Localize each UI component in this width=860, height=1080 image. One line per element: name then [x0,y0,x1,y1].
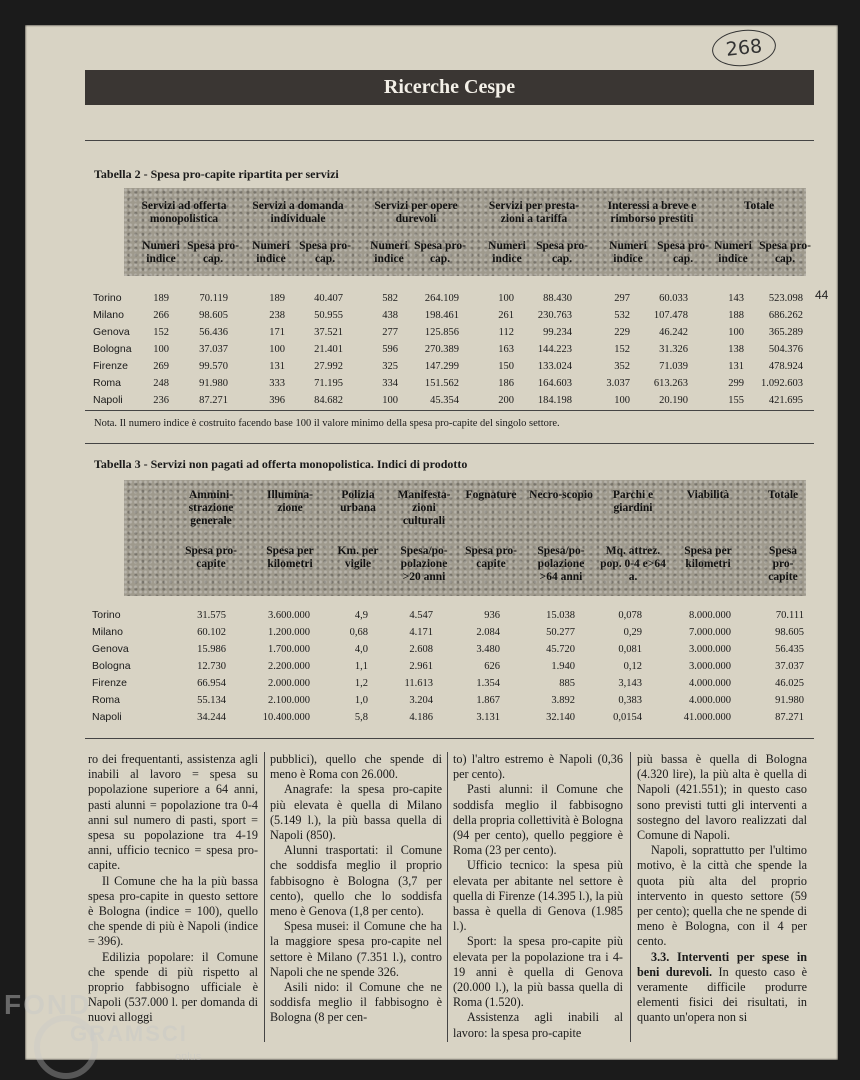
table2-cell: 138 [728,344,744,355]
table3-row-city: Bologna [92,660,131,672]
table3-cell: 56.435 [775,644,804,655]
table2-cell: 3.037 [606,378,630,389]
table3-cell: 32.140 [546,712,575,723]
table2-sub-header: Numeri indice [714,240,752,265]
table3-header: Fognature [465,489,517,501]
table2-cell: 266 [153,310,169,321]
table2-cell: 270.389 [424,344,459,355]
table2-cell: 184.198 [537,395,572,406]
table2-cell: 88.430 [543,293,572,304]
table3-cell: 0,68 [349,627,368,638]
text-column-3: to) l'altro estremo è Napoli (0,36 per cento). Pasti alunni: il Comune che soddisfa meglio il fabbisogno della propria collettività è Bologna (94 per cento), quello peggiore è Roma (23 per cento). Ufficio tecnico: la spesa più elevata per abitante nel settore è quella di Firenze (14.395 l.), la più bassa è quella di Genova (1.985 l.). Sport: la spesa pro-capite più elevata per la popolazione tra i 4-19 anni è quella di Genova (20.000 l.), la più bassa quella di Roma (1.520). Assistenza agli inabili al lavoro: la spesa pro-capite [453,752,623,1040]
table2-cell: 45.354 [430,395,459,406]
table3-cell: 4.186 [409,712,433,723]
table2-cell: 125.856 [424,327,459,338]
table3-cell: 4.171 [409,627,433,638]
table2-cell: 325 [382,361,398,372]
table3-cell: 41.000.000 [683,712,731,723]
table2-cell: 107.478 [653,310,688,321]
table2-cell: 164.603 [537,378,572,389]
table2-title: Tabella 2 - Spesa pro-capite ripartita per servizi [94,167,339,181]
table3-sub-header: Spesa/po-polazione >64 anni [537,545,585,583]
table2-cell: 100 [614,395,630,406]
table2-cell: 60.033 [659,293,688,304]
table3-row-city: Firenze [92,677,128,689]
table2-cell: 100 [382,395,398,406]
table3-sub-header: Spesa pro-capite [185,545,237,570]
table2-cell: 269 [153,361,169,372]
table3-cell: 5,8 [354,712,368,723]
table2-group-header: Totale [743,200,775,212]
table3-cell: 3.204 [409,695,433,706]
table2-cell: 27.992 [314,361,343,372]
table3-cell: 0,383 [618,695,642,706]
table3-cell: 0,081 [618,644,642,655]
table3-cell: 66.954 [197,678,226,689]
table2-cell: 596 [382,344,398,355]
table2-row-city: Genova [93,326,130,338]
table2-row-city: Roma [93,377,122,389]
table2-cell: 334 [382,378,398,389]
table3-sub-header: Spesa pro-capite [768,545,798,583]
table2-cell: 396 [269,395,285,406]
table3-cell: 936 [484,610,500,621]
table3-cell: 2.100.000 [268,695,310,706]
table2-cell: 99.570 [199,361,228,372]
table2-cell: 98.605 [199,310,228,321]
table3-cell: 8.000.000 [689,610,731,621]
table2-cell: 100 [153,344,169,355]
table2-cell: 189 [153,293,169,304]
table3-cell: 37.037 [775,661,804,672]
table2-cell: 230.763 [537,310,572,321]
table2-cell: 438 [382,310,398,321]
table2-cell: 70.119 [199,293,228,304]
table2-cell: 152 [614,344,630,355]
table3-cell: 4.000.000 [689,678,731,689]
table2-cell: 236 [153,395,169,406]
table3-header: Totale [767,489,799,501]
table3-cell: 885 [559,678,575,689]
table2-cell: 155 [728,395,744,406]
text-column-1: ro dei frequentanti, assistenza agli inabili al lavoro = spesa su popolazione superiore a 64 anni, pasti alunni = popolazione tra 0-4 anni sul numero di pasti, sport = spesa su popolazione tra 4-19 anni, ufficio tecnico = spesa pro-capite. Il Comune che ha la più bassa spesa pro-capite in questo settore è Bologna (indice = 100), quello che spende di più è Napoli (indice = 396). Edilizia popolare: il Comune che spende di più rispetto al proprio fabbisogno ufficiale è Napoli (537.000 l. per domanda di nuovi alloggi [88,752,258,1025]
table3-header: Viabilità [686,489,730,501]
table3-title: Tabella 3 - Servizi non pagati ad offerta monopolistica. Indici di prodotto [94,457,468,471]
table2-cell: 421.695 [768,395,803,406]
table2-group-header: Servizi per opere durevoli [374,200,458,225]
table2-cell: 163 [498,344,514,355]
table2-sub-header: Spesa pro-cap. [759,240,811,265]
table2-cell: 352 [614,361,630,372]
table2-cell: 147.299 [424,361,459,372]
table2-sub-header: Numeri indice [142,240,180,265]
table3-header: Polizia urbana [340,489,376,514]
table3-cell: 7.000.000 [689,627,731,638]
table3-cell: 2.961 [409,661,433,672]
table3-cell: 4.547 [409,610,433,621]
section-heading-3-3: 3.3. Interventi per spese in beni durevoli. [637,949,807,979]
table2-sub-header: Numeri indice [370,240,408,265]
table3-cell: 1,1 [354,661,368,672]
table3-sub-header: Km. per vigile [337,545,379,570]
table3-cell: 3.600.000 [268,610,310,621]
side-mark: 44 [815,288,829,302]
table2-cell: 150 [498,361,514,372]
table3-cell: 0,0154 [613,712,642,723]
table2-cell: 198.461 [424,310,459,321]
table2-sub-header: Spesa pro-cap. [187,240,239,265]
table2-cell: 31.326 [659,344,688,355]
table2-sub-header: Numeri indice [488,240,526,265]
table2-cell: 100 [269,344,285,355]
table2-sub-header: Spesa pro-cap. [299,240,351,265]
table3-cell: 1,2 [354,678,368,689]
table2-cell: 299 [728,378,744,389]
table3-sub-header: Spesa/po-polazione >20 anni [400,545,448,583]
table3-cell: 11.613 [404,678,433,689]
table2-cell: 504.376 [768,344,803,355]
table2-cell: 84.682 [314,395,343,406]
table3-header: Illumina-zione [266,489,313,514]
text-column-4: più bassa è quella di Bologna (4.320 lire), la più alta è quella di Napoli (421.551); in questo caso sono previsti tutti gli interventi a sostegno del lavoro realizzati dal Comune di Napoli. Napoli, soprattutto per l'ultimo motivo, è la città che spende la quota più alta del proprio intervento in questo settore (59 per cento); quella che ne spende di meno è Bologna, con il 4 per cento. 3.3. Interventi per spese in beni durevoli. In questo caso è veramente difficile produrre elementi fisici dei risultati, in quanto un'opera non si [637,752,808,1025]
table2-cell: 100 [728,327,744,338]
table2-cell: 87.271 [199,395,228,406]
table2-cell: 131 [269,361,285,372]
table3-row-city: Genova [92,643,129,655]
table2-cell: 151.562 [424,378,459,389]
table2-cell: 152 [153,327,169,338]
table3-cell: 1,0 [354,695,368,706]
table3-cell: 91.980 [775,695,804,706]
table2-cell: 200 [498,395,514,406]
table3-cell: 10.400.000 [262,712,310,723]
table2-cell: 71.039 [659,361,688,372]
table2-cell: 143 [728,293,744,304]
table3-cell: 46.025 [775,678,804,689]
table3-cell: 2.000.000 [268,678,310,689]
page-number-stamp: 268 [710,27,777,69]
table2-cell: 365.289 [768,327,803,338]
table2-cell: 277 [382,327,398,338]
table3-cell: 3.480 [476,644,500,655]
table3-cell: 1.867 [476,695,500,706]
table3-cell: 4,0 [354,644,368,655]
table3-cell: 45.720 [546,644,575,655]
table3-header: Parchi e giardini [612,489,654,514]
table3-cell: 98.605 [775,627,804,638]
table3-sub-header: Spesa per kilometri [684,545,732,570]
table3-sub-header: Spesa per kilometri [266,545,314,570]
table3-row-city: Milano [92,626,123,638]
table2-cell: 582 [382,293,398,304]
table2-cell: 478.924 [768,361,803,372]
table3-cell: 3.131 [476,712,500,723]
page-header: Ricerche Cespe [85,70,814,105]
table3-cell: 2.608 [409,644,433,655]
table2-cell: 171 [269,327,285,338]
table3-header: Necro-scopio [529,489,593,501]
table2-group-header: Servizi per presta-zioni a tariffa [488,200,580,225]
table2-cell: 100 [498,293,514,304]
table2-note: Nota. Il numero indice è costruito facendo base 100 il valore minimo della spesa pro-capite del singolo settore. [94,418,560,429]
table2-row-city: Milano [93,309,124,321]
table2-cell: 264.109 [424,293,459,304]
table3-sub-header: Spesa pro-capite [465,545,517,570]
table3-cell: 1.940 [551,661,575,672]
table3-cell: 3,143 [618,678,642,689]
table3-cell: 626 [484,661,500,672]
table2-cell: 21.401 [314,344,343,355]
table3-cell: 1.354 [476,678,500,689]
table3-row-city: Napoli [92,711,122,723]
table2-cell: 50.955 [314,310,343,321]
table2-cell: 71.195 [314,378,343,389]
table2-row-city: Firenze [93,360,129,372]
table3-cell: 4,9 [354,610,368,621]
table2-cell: 189 [269,293,285,304]
table3-cell: 2.200.000 [268,661,310,672]
table2-cell: 532 [614,310,630,321]
table3-header: Ammini-strazione generale [188,489,234,527]
table3-header: Manifesta-zioni culturali [397,489,451,527]
table3-cell: 12.730 [197,661,226,672]
table3-sub-header: Mq. attrez. pop. 0-4 e>64 a. [600,545,666,583]
table2-cell: 56.436 [199,327,228,338]
table3-cell: 50.277 [546,627,575,638]
table2-row-city: Bologna [93,343,132,355]
table2-cell: 523.098 [768,293,803,304]
table3-cell: 2.084 [476,627,500,638]
table2-cell: 40.407 [314,293,343,304]
archive-watermark: FOND GRAMSCI onlus [0,985,260,1080]
table2-cell: 91.980 [199,378,228,389]
table2-row-city: Napoli [93,394,123,406]
table2-sub-header: Spesa pro-cap. [414,240,466,265]
table2-cell: 131 [728,361,744,372]
table2-cell: 333 [269,378,285,389]
table2-cell: 46.242 [659,327,688,338]
table2-cell: 297 [614,293,630,304]
table2-sub-header: Spesa pro-cap. [657,240,709,265]
table3-cell: 15.038 [546,610,575,621]
table2-cell: 20.190 [659,395,688,406]
table3-cell: 0,078 [618,610,642,621]
table2-cell: 613.263 [653,378,688,389]
table3-cell: 87.271 [775,712,804,723]
table2-cell: 1.092.603 [761,378,803,389]
table3-row-city: Roma [92,694,121,706]
table3-cell: 4.000.000 [689,695,731,706]
table2-cell: 99.234 [543,327,572,338]
table3-cell: 1.200.000 [268,627,310,638]
table2-cell: 37.037 [199,344,228,355]
table3-cell: 0,12 [623,661,642,672]
table2-row-city: Torino [93,292,122,304]
table2-cell: 144.223 [537,344,572,355]
table2-cell: 112 [498,327,514,338]
table3-cell: 1.700.000 [268,644,310,655]
table2-sub-header: Numeri indice [609,240,647,265]
table2-sub-header: Spesa pro-cap. [536,240,588,265]
text-column-2: pubblici), quello che spende di meno è Roma con 26.000. Anagrafe: la spesa pro-capite più elevata è quella di Milano (5.149 l.), la più bassa quella di Napoli (850). Alunni trasportati: il Comune che soddisfa meglio il proprio fabbisogno è Bologna (3,7 per cento), quello che lo soddisfa meno è Genova (1,8 per cento). Spesa musei: il Comune che ha la maggiore spesa pro-capite nel settore è Milano (7.351 l.), contro Napoli che ne spende 326. Asili nido: il Comune che ne soddisfa meglio il fabbisogno è Bologna (8 per cen- [270,752,442,1025]
table2-cell: 37.521 [314,327,343,338]
table3-cell: 0,29 [623,627,642,638]
table3-cell: 15.986 [197,644,226,655]
table2-group-header: Servizi ad offerta monopolistica [141,200,227,225]
table3-cell: 60.102 [197,627,226,638]
table2-cell: 248 [153,378,169,389]
table2-group-header: Servizi a domanda individuale [252,200,344,225]
table2-cell: 238 [269,310,285,321]
table3-cell: 34.244 [197,712,226,723]
table3-cell: 3.000.000 [689,644,731,655]
table2-cell: 229 [614,327,630,338]
table3-cell: 3.000.000 [689,661,731,672]
table2-cell: 186 [498,378,514,389]
table3-cell: 31.575 [197,610,226,621]
table3-cell: 55.134 [197,695,226,706]
table2-cell: 261 [498,310,514,321]
table2-sub-header: Numeri indice [252,240,290,265]
table3-cell: 70.111 [775,610,804,621]
table2-cell: 686.262 [768,310,803,321]
table3-cell: 3.892 [551,695,575,706]
table2-cell: 188 [728,310,744,321]
table2-cell: 133.024 [537,361,572,372]
table2-group-header: Interessi a breve e rimborso prestiti [607,200,697,225]
table3-row-city: Torino [92,609,121,621]
